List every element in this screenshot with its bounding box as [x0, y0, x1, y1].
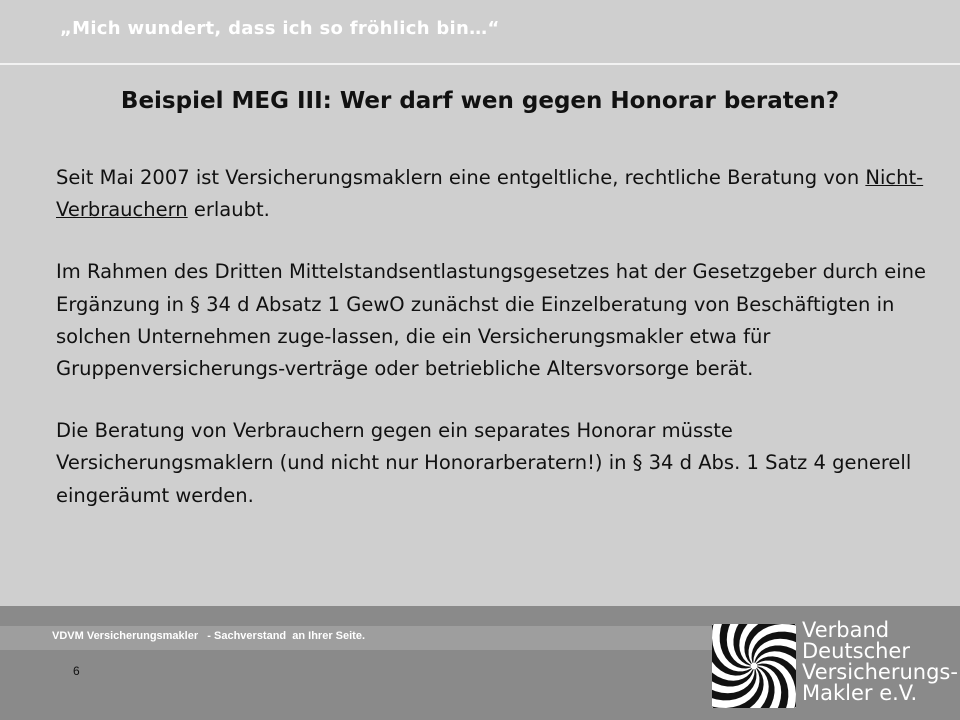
paragraph-3: Die Beratung von Verbrauchern gegen ein separates Honorar müsste Versicherungsmaklern (und nicht nur Honorarberatern!) in § 34 d Abs. 1 Satz 4 generell eingeräumt werden.	[56, 419, 912, 507]
paragraph-2: Im Rahmen des Dritten Mittelstandsentlastungsgesetzes hat der Gesetzgeber durch eine Ergänzung in § 34 d Absatz 1 GewO zunächst die Einzelberatung von Beschäftigten in solchen Unternehmen zuge-lassen, die ein Versicherungsmakler etwa für Gruppenversicherungs-verträge oder betriebliche Altersvorsorge berät.	[56, 260, 926, 381]
logo-text	[802, 620, 958, 704]
page-number: 6	[73, 664, 80, 678]
paragraph-1-text-before: Seit Mai 2007 ist Versicherungsmaklern eine entgeltliche, rechtliche Beratung von	[56, 166, 866, 189]
footer-tagline: VDVM Versicherungsmakler - Sachverstand an Ihrer Seite.	[52, 630, 366, 642]
vdvm-swirl-logo-icon	[712, 624, 796, 708]
paragraph-1-text-after: erlaubt.	[187, 198, 270, 222]
paragraph-1	[56, 162, 926, 226]
logo-line-4: Makler e.V.	[802, 681, 918, 705]
logo-line-2: Deutscher	[802, 639, 910, 663]
header-quote: „Mich wundert, dass ich so fröhlich bin…“	[60, 18, 500, 39]
slide-body	[56, 162, 926, 542]
underlined-term: Nicht-Verbrauchern	[56, 166, 924, 222]
footer	[0, 606, 960, 720]
header-divider	[0, 63, 960, 65]
vdvm-logo	[712, 618, 958, 714]
slide-title: Beispiel MEG III: Wer darf wen gegen Honorar beraten?	[120, 88, 840, 114]
logo-line-1: Verband	[802, 618, 890, 642]
logo-line-3: Versicherungs-	[802, 660, 958, 684]
